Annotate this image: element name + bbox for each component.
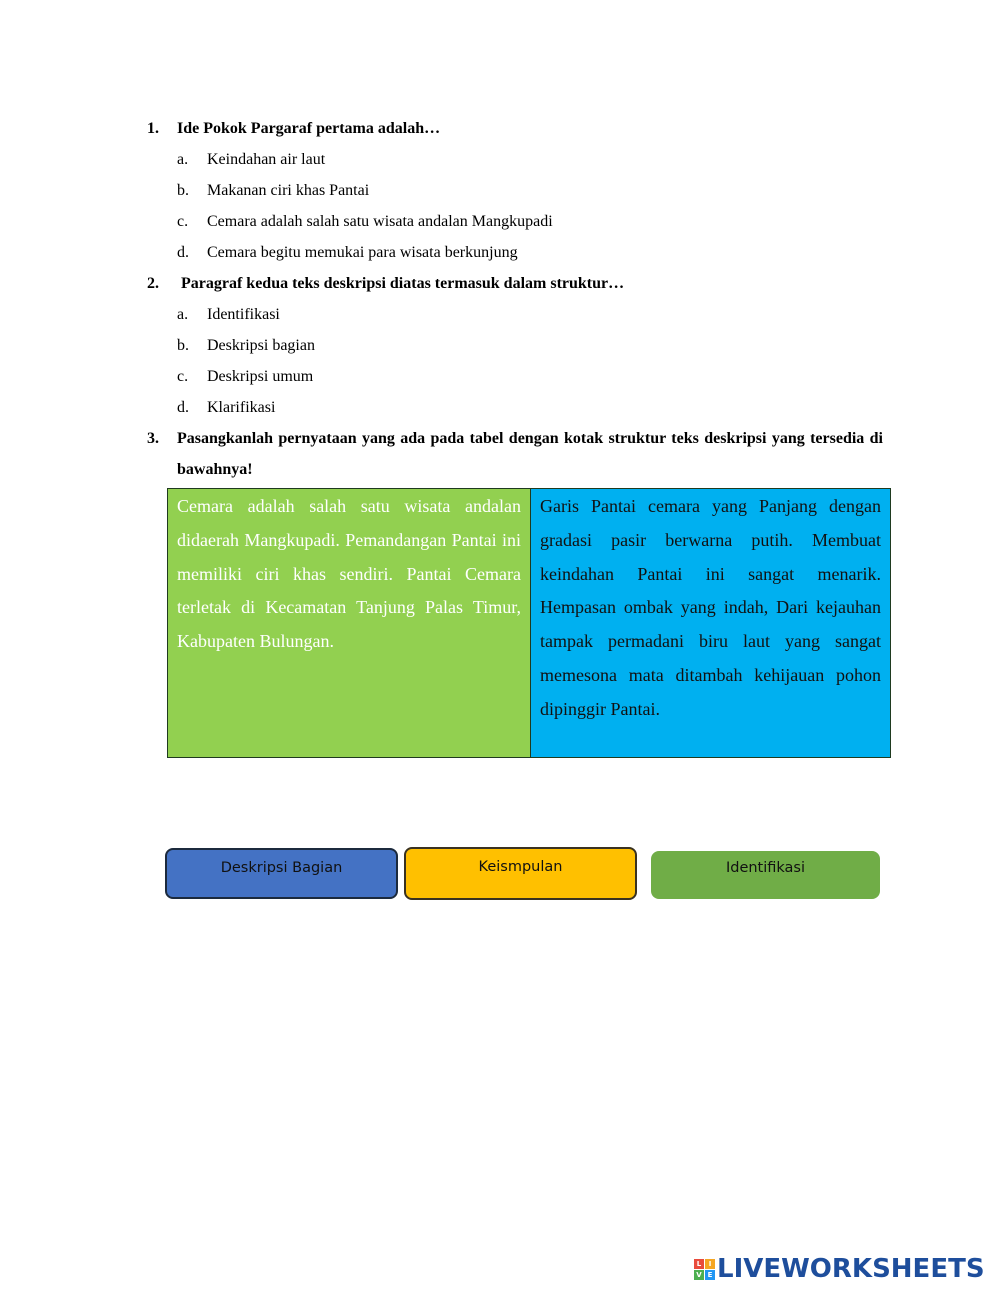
logo-square-letter: L — [694, 1259, 704, 1269]
option-letter: a. — [177, 151, 189, 168]
question-text: Ide Pokok Pargaraf pertama adalah… — [177, 120, 441, 137]
answer-box-deskripsi-bagian[interactable]: Deskripsi Bagian — [165, 848, 398, 899]
option-letter: d. — [177, 399, 189, 416]
question-1 — [147, 113, 887, 144]
liveworksheets-logo[interactable] — [694, 1253, 985, 1285]
option-letter: b. — [177, 182, 189, 199]
answer-box-kesimpulan[interactable]: Keismpulan — [404, 847, 637, 900]
statement-table — [167, 488, 891, 758]
option-text: Makanan ciri khas Pantai — [207, 182, 370, 199]
question-text: Pasangkanlah pernyataan yang ada pada tabel dengan kotak struktur teks deskripsi yang tersedia di bawahnya! — [177, 430, 883, 478]
logo-text: LIVEWORKSHEETS — [717, 1254, 985, 1284]
question-number: 1. — [147, 120, 159, 137]
question-3 — [147, 423, 887, 485]
question-text: Paragraf kedua teks deskripsi diatas termasuk dalam struktur… — [181, 275, 625, 292]
option-letter: c. — [177, 213, 189, 230]
option-text: Cemara adalah salah satu wisata andalan Mangkupadi — [207, 213, 553, 230]
logo-square-letter: V — [694, 1270, 704, 1280]
logo-icon — [694, 1259, 715, 1280]
option-text: Cemara begitu memukai para wisata berkunjung — [207, 244, 518, 261]
option-text: Klarifikasi — [207, 399, 276, 416]
question-2 — [147, 268, 887, 299]
option-text: Identifikasi — [207, 306, 280, 323]
logo-square-letter: E — [705, 1270, 715, 1280]
option-letter: c. — [177, 368, 189, 385]
option-text: Keindahan air laut — [207, 151, 326, 168]
statement-cell-green[interactable]: Cemara adalah salah satu wisata andalan didaerah Mangkupadi. Pemandangan Pantai ini memiliki ciri khas sendiri. Pantai Cemara terletak di Kecamatan Tanjung Palas Timur, Kabupaten Bulungan. — [168, 489, 531, 757]
logo-square-letter: I — [705, 1259, 715, 1269]
statement-cell-blue[interactable]: Garis Pantai cemara yang Panjang dengan gradasi pasir berwarna putih. Membuat keindahan Pantai ini sangat menarik. Hempasan ombak yang indah, Dari kejauhan tampak permadani biru laut yang sangat memesona mata ditambah kehijauan pohon dipinggir Pantai. — [531, 489, 890, 757]
option-letter: b. — [177, 337, 189, 354]
answer-box-identifikasi[interactable]: Identifikasi — [651, 851, 880, 899]
option-text: Deskripsi umum — [207, 368, 314, 385]
question-number: 2. — [147, 275, 159, 292]
question-number: 3. — [147, 430, 159, 447]
option-letter: a. — [177, 306, 189, 323]
option-letter: d. — [177, 244, 189, 261]
option-text: Deskripsi bagian — [207, 337, 315, 354]
